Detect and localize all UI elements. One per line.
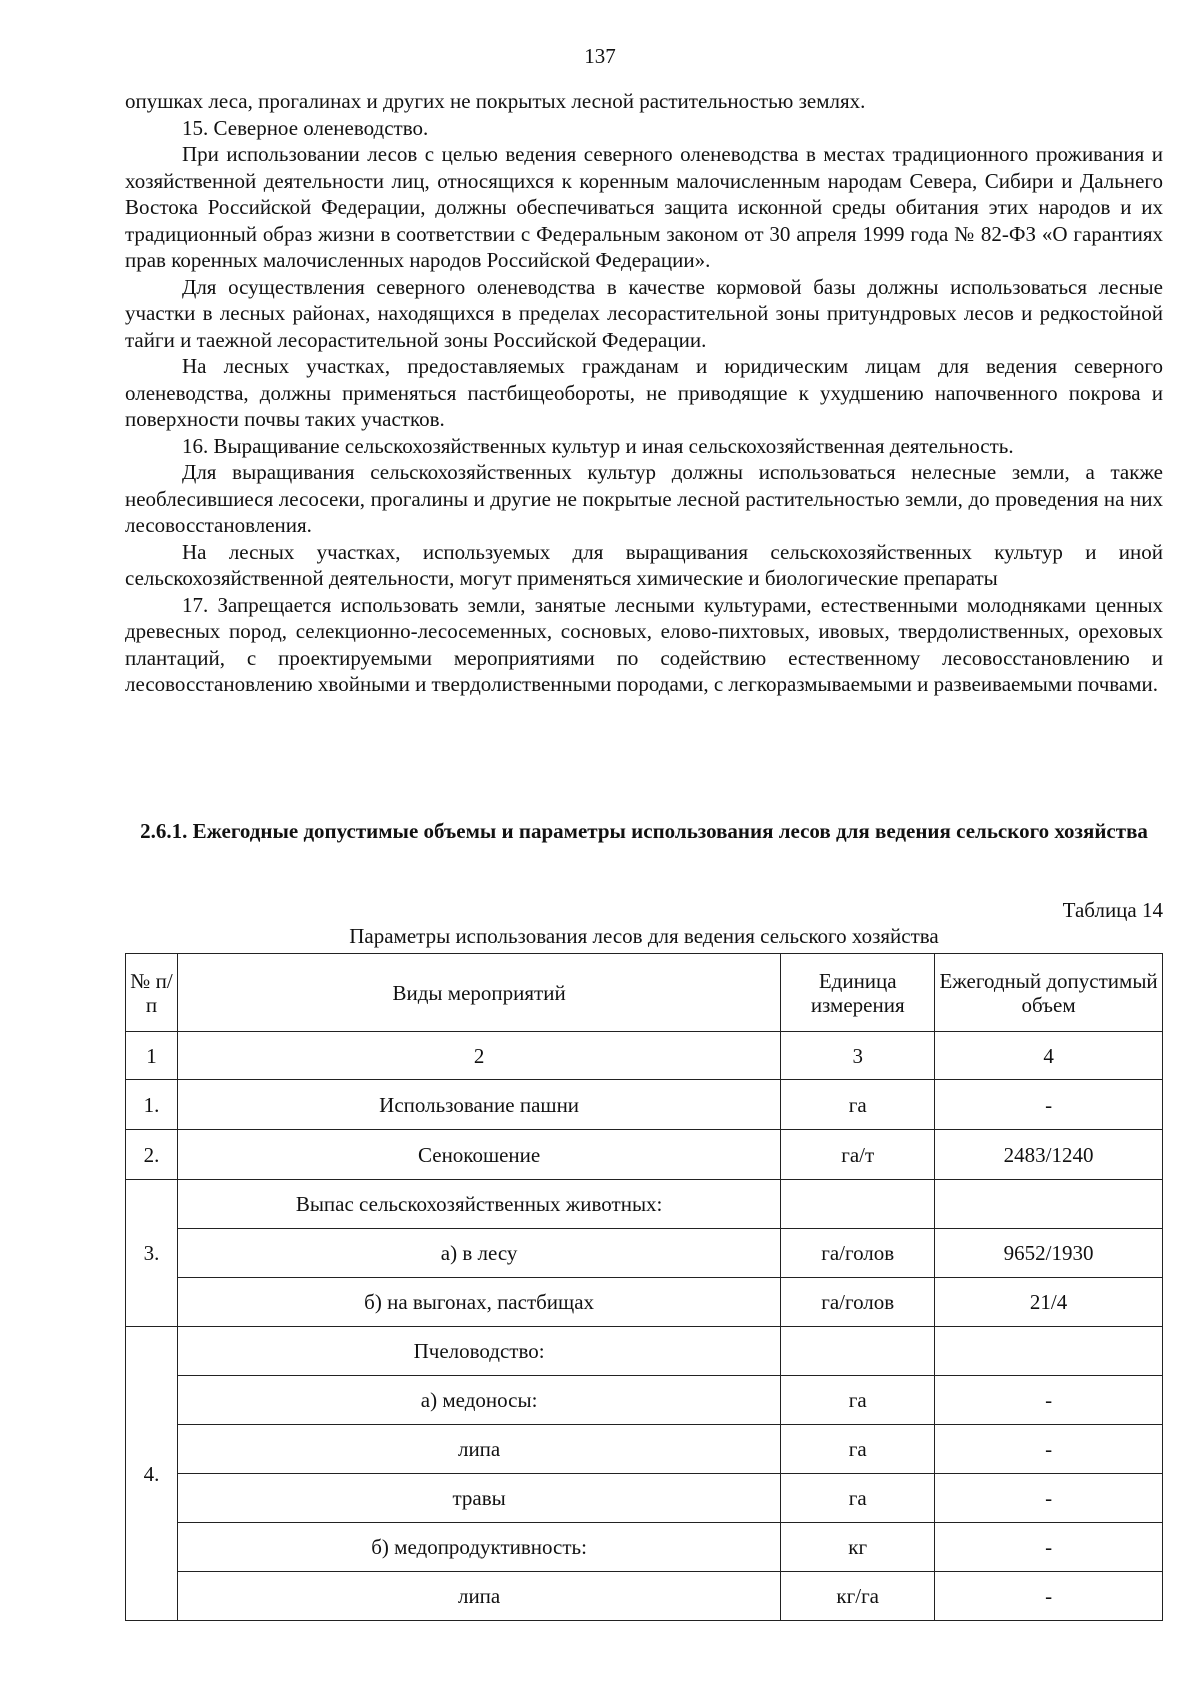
row-number: 3. — [126, 1180, 178, 1327]
row-volume: 2483/1240 — [935, 1130, 1163, 1180]
table-row — [126, 1180, 1163, 1229]
row-unit: га — [781, 1376, 935, 1425]
row-activity: а) медоносы: — [177, 1376, 780, 1425]
header-number: № п/п — [126, 954, 178, 1032]
row-volume: 9652/1930 — [935, 1229, 1163, 1278]
paragraph-9: 17. Запрещается использовать земли, занятые лесными культурами, естественными молодняками ценных древесных пород, селекционно-лесосеменных, сосновых, елово-пихтовых, ивовых, твердолиственных, ореховых плантаций, с проектируемыми мероприятиями по содействию естественному лесовосстановлению и лесовосстановлению хвойными и твердолиственными породами, с легкоразмываемыми и развеиваемыми почвами. — [125, 592, 1163, 696]
table-row — [126, 1130, 1163, 1180]
row-unit: кг — [781, 1523, 935, 1572]
row-activity: липа — [177, 1572, 780, 1621]
page-number: 137 — [584, 44, 616, 68]
row-unit — [781, 1327, 935, 1376]
paragraph-8: На лесных участках, используемых для выращивания сельскохозяйственных культур и иной сельскохозяйственной деятельности, могут применяться химические и биологические препараты — [125, 539, 1163, 590]
row-activity: б) на выгонах, пастбищах — [177, 1278, 780, 1327]
table-number: Таблица 14 — [1062, 898, 1163, 922]
row-volume: - — [935, 1080, 1163, 1130]
table-row — [126, 1327, 1163, 1376]
row-volume — [935, 1327, 1163, 1376]
index-cell: 4 — [935, 1032, 1163, 1080]
row-unit: га — [781, 1474, 935, 1523]
row-activity: липа — [177, 1425, 780, 1474]
row-volume: 21/4 — [935, 1278, 1163, 1327]
row-volume: - — [935, 1523, 1163, 1572]
paragraph-6: 16. Выращивание сельскохозяйственных культур и иная сельскохозяйственная деятельность. — [182, 433, 1014, 458]
table-row — [126, 1572, 1163, 1621]
index-cell: 1 — [126, 1032, 178, 1080]
table-caption: Параметры использования лесов для ведения сельского хозяйства — [349, 924, 939, 948]
row-activity: Использование пашни — [177, 1080, 780, 1130]
row-unit: га/голов — [781, 1229, 935, 1278]
table-row — [126, 1523, 1163, 1572]
row-activity: Выпас сельскохозяйственных животных: — [177, 1180, 780, 1229]
row-volume: - — [935, 1376, 1163, 1425]
row-activity: б) медопродуктивность: — [177, 1523, 780, 1572]
index-cell: 3 — [781, 1032, 935, 1080]
table-row — [126, 1376, 1163, 1425]
paragraph-7: Для выращивания сельскохозяйственных культур должны использоваться нелесные земли, а также необлесившиеся лесосеки, прогалины и другие не покрытые лесной растительностью земли, до проведения на них лесовосстановления. — [125, 460, 1163, 537]
paragraph-4: Для осуществления северного оленеводства в качестве кормовой базы должны использоваться лесные участки в лесных районах, находящихся в пределах лесорастительной зоны притундровых лесов и редкостойной тайги и таежной лесорастительной зоны Российской Федерации. — [125, 274, 1163, 352]
index-cell: 2 — [177, 1032, 780, 1080]
table-row — [126, 1425, 1163, 1474]
row-volume: - — [935, 1572, 1163, 1621]
row-volume: - — [935, 1474, 1163, 1523]
table-row — [126, 1474, 1163, 1523]
row-activity: а) в лесу — [177, 1229, 780, 1278]
paragraph-2: 15. Северное оленеводство. — [182, 115, 429, 140]
table-row — [126, 1278, 1163, 1327]
row-unit: га — [781, 1080, 935, 1130]
header-unit: Единица измерения — [781, 954, 935, 1032]
row-unit: кг/га — [781, 1572, 935, 1621]
paragraph-3: При использовании лесов с целью ведения северного оленеводства в местах традиционного проживания и хозяйственной деятельности лиц, относящихся к коренным малочисленным народам Севера, Сибири и Дальнего Востока Российской Федерации, должны обеспечиваться защита исконной среды обитания этих народов и их традиционный образ жизни в соответствии с Федеральным законом от 30 апреля 1999 года № 82-ФЗ «О гарантиях прав коренных малочисленных народов Российской Федерации». — [125, 142, 1163, 272]
table-row — [126, 1080, 1163, 1130]
table-index-row — [126, 1032, 1163, 1080]
row-number: 2. — [126, 1130, 178, 1180]
row-unit: га — [781, 1425, 935, 1474]
header-volume: Ежегодный допустимый объем — [935, 954, 1163, 1032]
section-heading: 2.6.1. Ежегодные допустимые объемы и параметры использования лесов для ведения сельского хозяйства — [140, 819, 1148, 843]
paragraph-5: На лесных участках, предоставляемых гражданам и юридическим лицам для ведения северного оленеводства, должны применяться пастбищеобороты, не приводящие к ухудшению напочвенного покрова и поверхности почвы таких участков. — [125, 354, 1163, 431]
row-unit: га/голов — [781, 1278, 935, 1327]
table-row — [126, 1229, 1163, 1278]
body-text — [125, 88, 1163, 698]
row-activity: травы — [177, 1474, 780, 1523]
row-activity: Пчеловодство: — [177, 1327, 780, 1376]
parameters-table — [125, 953, 1163, 1621]
header-activity: Виды мероприятий — [177, 954, 780, 1032]
row-volume: - — [935, 1425, 1163, 1474]
row-activity: Сенокошение — [177, 1130, 780, 1180]
row-number: 4. — [126, 1327, 178, 1621]
row-number: 1. — [126, 1080, 178, 1130]
row-unit — [781, 1180, 935, 1229]
row-volume — [935, 1180, 1163, 1229]
table-header-row — [126, 954, 1163, 1032]
row-unit: га/т — [781, 1130, 935, 1180]
paragraph-1: опушках леса, прогалинах и других не покрытых лесной растительностью землях. — [125, 89, 866, 113]
